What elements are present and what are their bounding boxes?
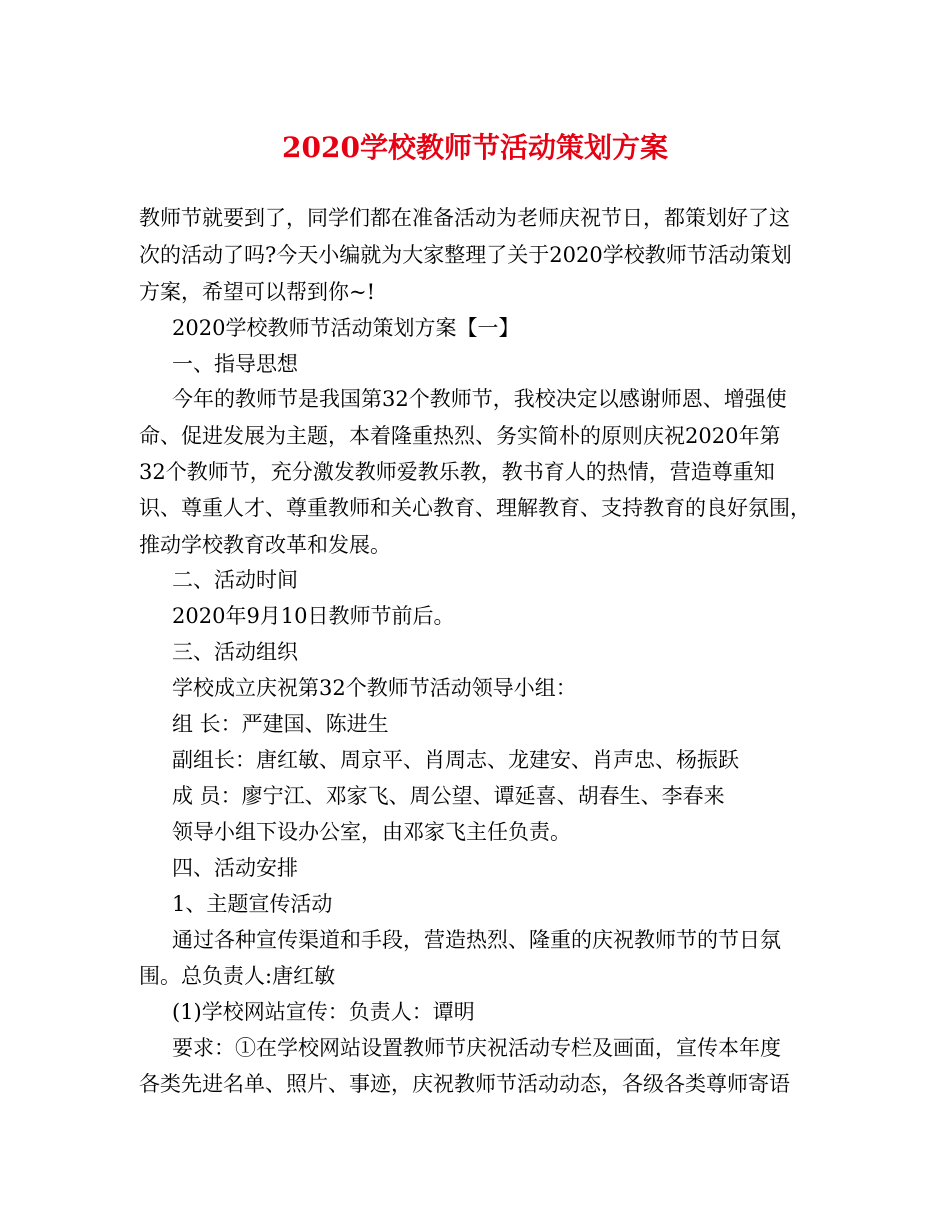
paragraph-line: (1)学校网站宣传：负责人：谭明 <box>172 1000 475 1024</box>
paragraph-line: 各类先进名单、照片、事迹，庆祝教师节活动动态，各级各类尊师寄语 <box>139 1072 790 1096</box>
paragraph-line: 成 员：廖宁江、邓家飞、周公望、谭延喜、胡春生、李春来 <box>172 784 725 808</box>
section-heading: 三、活动组织 <box>172 640 298 664</box>
section-heading: 2020学校教师节活动策划方案【一】 <box>172 316 520 340</box>
paragraph-line: 通过各种宣传渠道和手段，营造热烈、隆重的庆祝教师节的节日氛 <box>172 928 781 952</box>
section-heading: 二、活动时间 <box>172 568 298 592</box>
section-heading: 1、主题宣传活动 <box>172 892 333 916</box>
paragraph-line: 次的活动了吗?今天小编就为大家整理了关于2020学校教师节活动策划 <box>139 243 792 267</box>
section-heading: 四、活动安排 <box>172 856 298 880</box>
paragraph-line: 推动学校教育改革和发展。 <box>139 533 391 557</box>
paragraph-line: 识、尊重人才、尊重教师和关心教育、理解教育、支持教育的良好氛围， <box>139 496 811 520</box>
paragraph-line: 围。总负责人:唐红敏 <box>139 964 336 988</box>
paragraph-line: 领导小组下设办公室，由邓家飞主任负责。 <box>172 820 571 844</box>
paragraph-line: 32个教师节，充分激发教师爱教乐教，教书育人的热情，营造尊重知 <box>139 460 775 484</box>
section-heading: 一、指导思想 <box>172 352 298 376</box>
paragraph-line: 组 长：严建国、陈进生 <box>172 712 389 736</box>
paragraph-line: 方案，希望可以帮到你~! <box>139 280 376 304</box>
paragraph-line: 命、促进发展为主题，本着隆重热烈、务实简朴的原则庆祝2020年第 <box>139 424 781 448</box>
paragraph-line: 今年的教师节是我国第32个教师节，我校决定以感谢师恩、增强使 <box>172 387 787 411</box>
paragraph-line: 要求：①在学校网站设置教师节庆祝活动专栏及画面，宣传本年度 <box>172 1036 781 1060</box>
paragraph-line: 教师节就要到了，同学们都在准备活动为老师庆祝节日，都策划好了这 <box>139 206 790 230</box>
document-title: 2020学校教师节活动策划方案 <box>282 131 668 164</box>
paragraph-line: 副组长：唐红敏、周京平、肖周志、龙建安、肖声忠、杨振跃 <box>172 748 739 772</box>
paragraph-line: 学校成立庆祝第32个教师节活动领导小组： <box>172 676 577 700</box>
paragraph-line: 2020年9月10日教师节前后。 <box>172 604 455 628</box>
